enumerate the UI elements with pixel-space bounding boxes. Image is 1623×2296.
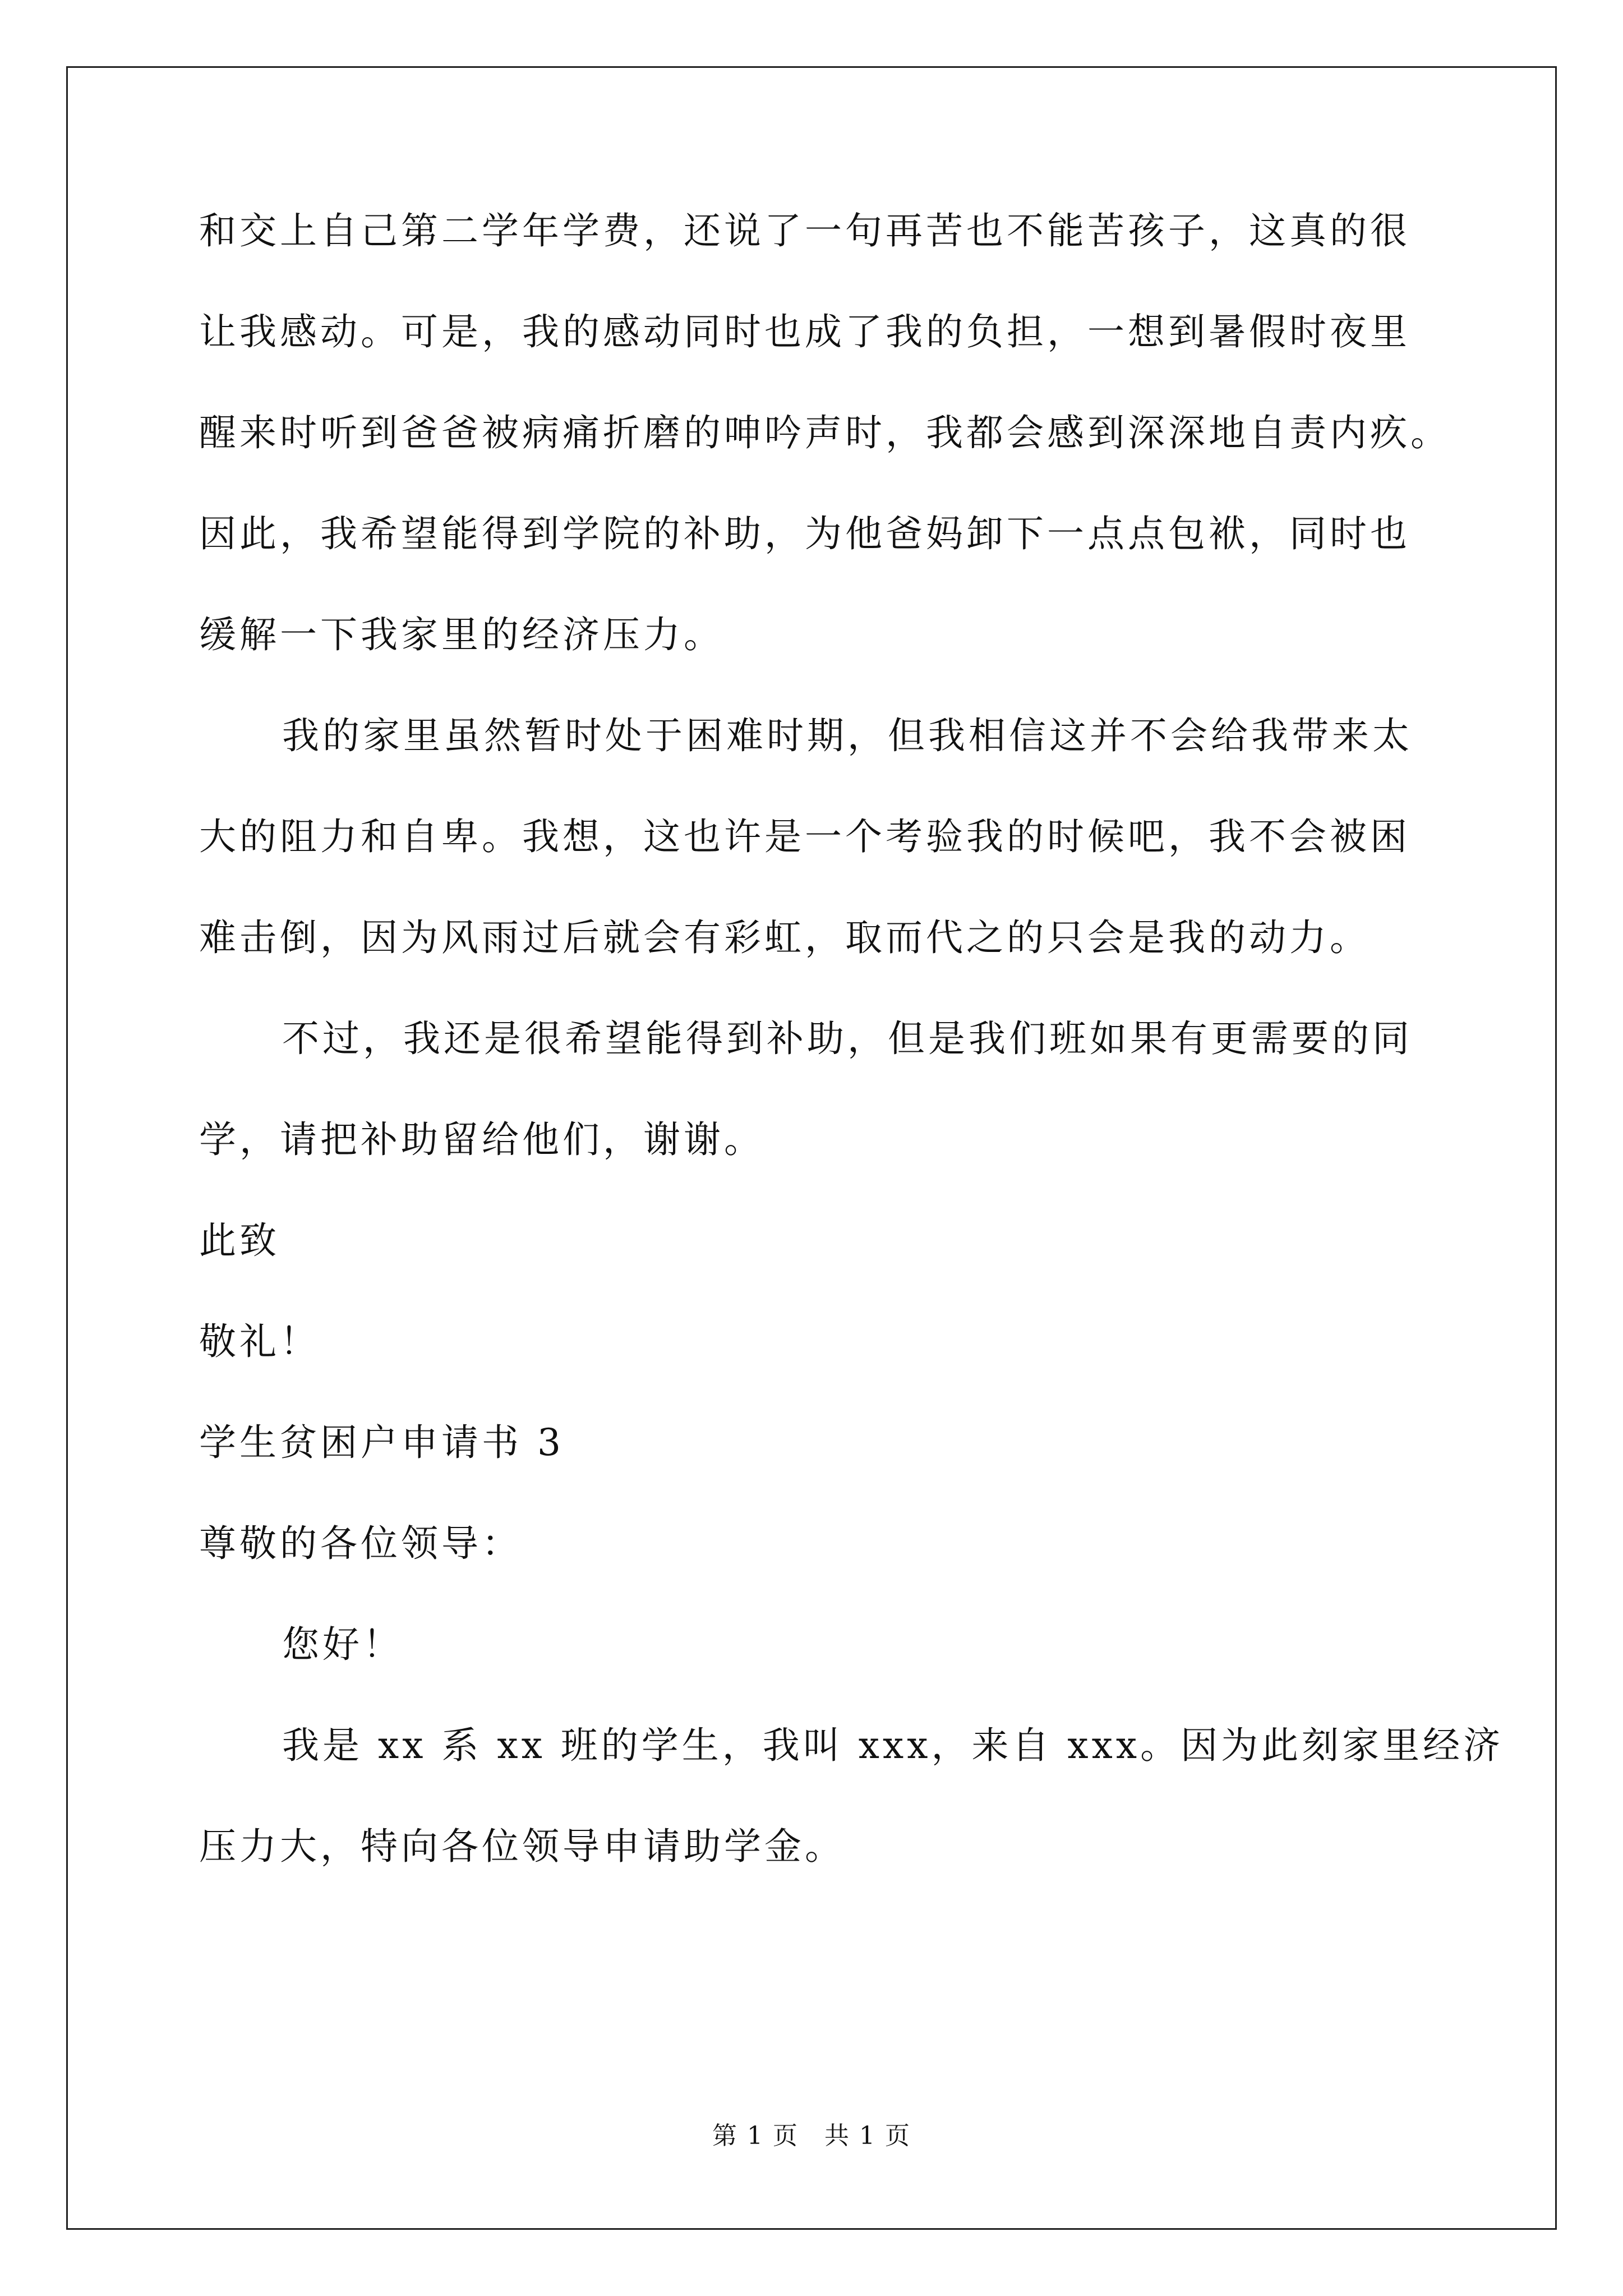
text-line: 压力大，特向各位领导申请助学金。 [199, 1825, 845, 1868]
salutation: 您好！ [282, 1623, 403, 1666]
paragraph-start-line: 我的家里虽然暂时处于困难时期，但我相信这并不会给我带来太 [282, 714, 1413, 757]
section-title: 学生贫困户申请书 3 [199, 1421, 564, 1464]
greeting: 尊敬的各位领导： [199, 1522, 522, 1565]
paragraph-start-line: 我是 xx 系 xx 班的学生，我叫 xxx，来自 xxx。因为此刻家里经济 [282, 1724, 1504, 1767]
page-footer: 第 1 页 共 1 页 [712, 2122, 911, 2150]
text-line: 和交上自己第二学年学费，还说了一句再苦也不能苦孩子，这真的很 [199, 209, 1410, 252]
text-line: 难击倒，因为风雨过后就会有彩虹，取而代之的只会是我的动力。 [199, 916, 1370, 959]
closing-regards: 敬礼！ [199, 1320, 320, 1363]
text-line: 学，请把补助留给他们，谢谢。 [199, 1118, 764, 1161]
text-line: 因此，我希望能得到学院的补助，为他爸妈卸下一点点包袱，同时也 [199, 512, 1410, 555]
text-line: 让我感动。可是，我的感动同时也成了我的负担，一想到暑假时夜里 [199, 310, 1410, 353]
text-line: 大的阻力和自卑。我想，这也许是一个考验我的时候吧，我不会被困 [199, 815, 1410, 858]
paragraph-start-line: 不过，我还是很希望能得到补助，但是我们班如果有更需要的同 [282, 1017, 1413, 1060]
text-line: 缓解一下我家里的经济压力。 [199, 613, 724, 656]
closing-salutation: 此致 [199, 1219, 280, 1262]
text-line: 醒来时听到爸爸被病痛折磨的呻吟声时，我都会感到深深地自责内疚。 [199, 411, 1451, 454]
